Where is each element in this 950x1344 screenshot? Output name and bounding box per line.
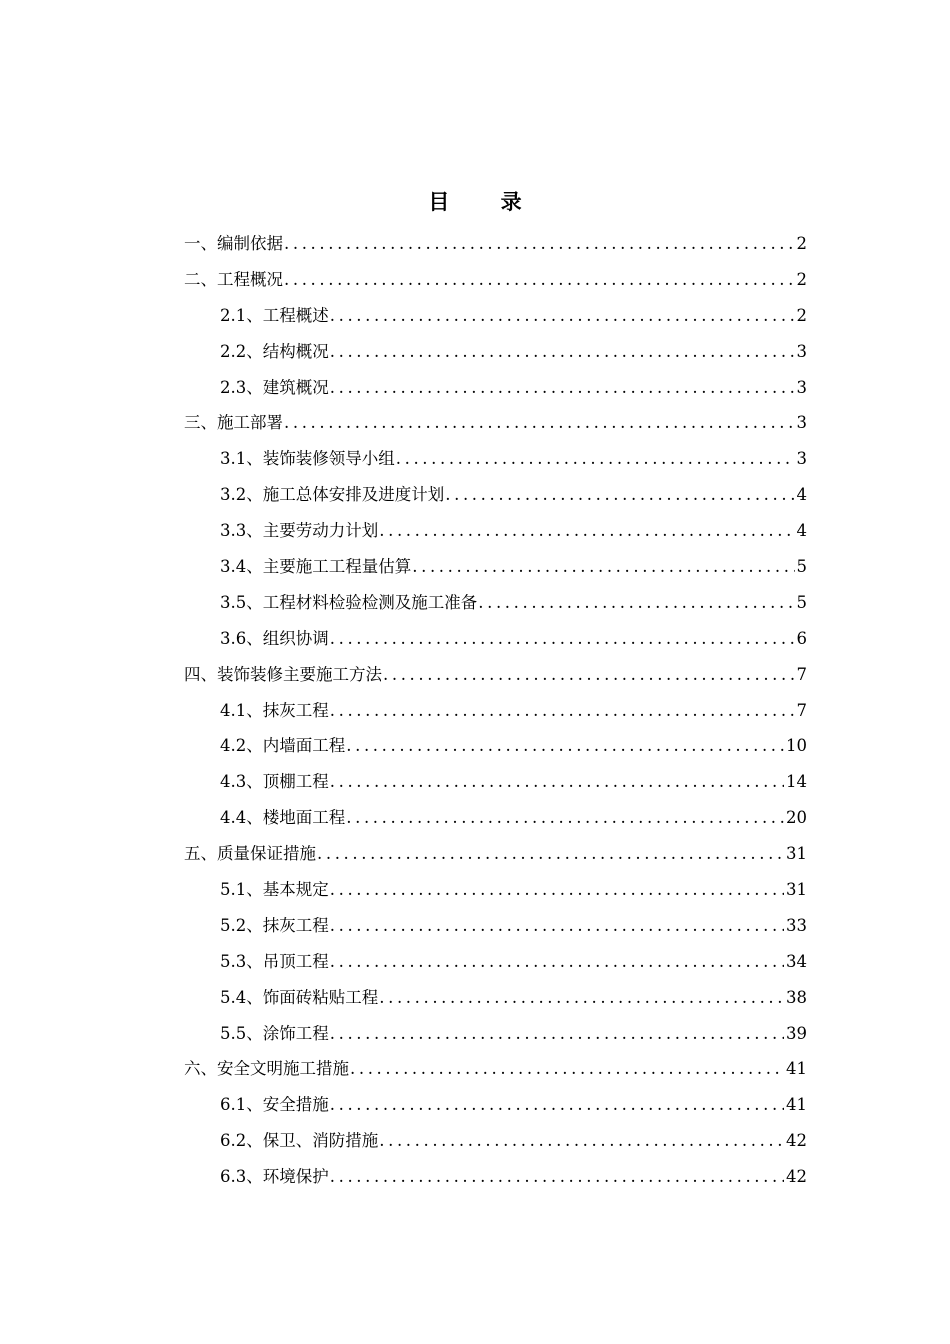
toc-entry-text: 6.3、环境保护 — [220, 1167, 329, 1187]
toc-entry-text: 6.1、安全措施 — [220, 1095, 329, 1115]
dot-leader — [411, 549, 794, 585]
toc-entry[interactable] — [184, 872, 807, 908]
toc-entry-text: 2.2、结构概况 — [220, 341, 329, 361]
toc-entry-text: 三、施工部署 — [184, 413, 283, 433]
toc-page-number: 31 — [786, 880, 807, 900]
toc-entry-text: 2.3、建筑概况 — [220, 377, 329, 397]
toc-entry-text: 3.5、工程材料检验检测及施工准备 — [220, 592, 478, 612]
toc-entry[interactable] — [184, 944, 807, 980]
toc-entry[interactable] — [184, 1051, 807, 1087]
toc-entry-text: 6.2、保卫、消防措施 — [220, 1131, 379, 1151]
dot-leader — [329, 693, 795, 729]
dot-leader — [382, 657, 795, 693]
dot-leader — [378, 1123, 784, 1159]
toc-entry[interactable] — [184, 1087, 807, 1123]
toc-entry-text: 3.1、装饰装修领导小组 — [220, 449, 395, 469]
toc-entry-text: 3.3、主要劳动力计划 — [220, 521, 379, 541]
toc-entry-text: 4.2、内墙面工程 — [220, 736, 346, 756]
toc-entry[interactable] — [184, 298, 807, 334]
toc-entry[interactable] — [184, 226, 807, 262]
dot-leader — [329, 908, 784, 944]
toc-entry[interactable] — [184, 1159, 807, 1195]
toc-entry-text: 3.4、主要施工工程量估算 — [220, 557, 412, 577]
toc-page-number: 31 — [786, 844, 807, 864]
toc-entry-text: 5.5、涂饰工程 — [220, 1023, 329, 1043]
toc-page-number: 20 — [786, 808, 807, 828]
toc-entry-text: 2.1、工程概述 — [220, 305, 329, 325]
toc-page-number: 2 — [796, 305, 807, 325]
toc-entry[interactable] — [184, 657, 807, 693]
toc-entry[interactable] — [184, 441, 807, 477]
toc-page-number: 3 — [796, 341, 807, 361]
toc-page-number: 10 — [786, 736, 807, 756]
dot-leader — [477, 585, 794, 621]
toc-page-number: 39 — [786, 1023, 807, 1043]
toc-entry[interactable] — [184, 334, 807, 370]
dot-leader — [345, 728, 784, 764]
toc-entry[interactable] — [184, 513, 807, 549]
toc-entry-text: 一、编制依据 — [184, 234, 283, 253]
toc-entry[interactable] — [184, 262, 807, 298]
dot-leader — [329, 1016, 784, 1052]
toc-entry[interactable] — [184, 980, 807, 1016]
toc-page-number: 34 — [786, 951, 807, 971]
toc-page-number: 5 — [796, 592, 807, 612]
toc-entry[interactable] — [184, 693, 807, 729]
toc-entry-text: 5.3、吊顶工程 — [220, 951, 329, 971]
toc-entry-text: 4.1、抹灰工程 — [220, 700, 329, 720]
toc-title: 目 录 — [428, 189, 544, 214]
dot-leader — [329, 298, 795, 334]
dot-leader — [283, 262, 795, 298]
toc-page-number: 4 — [796, 521, 807, 541]
toc-entry[interactable] — [184, 1016, 807, 1052]
toc-page-number: 3 — [796, 377, 807, 397]
toc-page-number: 41 — [786, 1059, 807, 1079]
toc-entry-text: 5.4、饰面砖粘贴工程 — [220, 987, 379, 1007]
toc-page-number: 2 — [796, 234, 807, 253]
toc-page-number: 3 — [796, 449, 807, 469]
dot-leader — [316, 836, 784, 872]
dot-leader — [345, 800, 784, 836]
toc-entry-text: 4.3、顶棚工程 — [220, 772, 329, 792]
dot-leader — [329, 1159, 784, 1195]
toc-entry-text: 3.2、施工总体安排及进度计划 — [220, 485, 445, 505]
toc-page-number: 38 — [786, 987, 807, 1007]
toc-entry[interactable] — [184, 549, 807, 585]
dot-leader — [395, 441, 795, 477]
toc-page-number: 42 — [786, 1131, 807, 1151]
toc-entry-text: 六、安全文明施工措施 — [184, 1059, 349, 1079]
toc-entry-text: 5.1、基本规定 — [220, 880, 329, 900]
toc-entry[interactable] — [184, 405, 807, 441]
toc-page-number: 7 — [796, 700, 807, 720]
dot-leader — [378, 513, 794, 549]
toc-entry[interactable] — [184, 908, 807, 944]
toc-page-number: 4 — [796, 485, 807, 505]
dot-leader — [444, 477, 794, 513]
toc-entry[interactable] — [184, 1123, 807, 1159]
toc-entry-text: 3.6、组织协调 — [220, 628, 329, 648]
toc-entry-text: 二、工程概况 — [184, 269, 283, 289]
toc-entry-text: 5.2、抹灰工程 — [220, 915, 329, 935]
toc-page-number: 2 — [796, 269, 807, 289]
toc-page-number: 42 — [786, 1167, 807, 1187]
toc-entry[interactable] — [184, 800, 807, 836]
toc-entry[interactable] — [184, 836, 807, 872]
toc-entry[interactable] — [184, 477, 807, 513]
toc-entry-text: 4.4、楼地面工程 — [220, 808, 346, 828]
toc-entry-text: 五、质量保证措施 — [184, 844, 316, 864]
toc-page-number: 6 — [796, 628, 807, 648]
toc-page-number: 41 — [786, 1095, 807, 1115]
toc-entry-text: 四、装饰装修主要施工方法 — [184, 664, 382, 684]
toc-list — [184, 226, 807, 1195]
dot-leader — [283, 226, 795, 262]
toc-entry[interactable] — [184, 764, 807, 800]
dot-leader — [329, 944, 784, 980]
toc-page-number: 7 — [796, 664, 807, 684]
dot-leader — [378, 980, 784, 1016]
dot-leader — [329, 1087, 784, 1123]
dot-leader — [349, 1051, 784, 1087]
toc-entry[interactable] — [184, 728, 807, 764]
dot-leader — [329, 872, 784, 908]
toc-page-number: 33 — [786, 915, 807, 935]
toc-entry[interactable] — [184, 621, 807, 657]
dot-leader — [329, 334, 795, 370]
toc-page-number: 5 — [796, 557, 807, 577]
toc-page-number: 14 — [786, 772, 807, 792]
toc-entry[interactable] — [184, 585, 807, 621]
toc-page-number: 3 — [796, 413, 807, 433]
toc-entry[interactable] — [184, 370, 807, 406]
dot-leader — [329, 370, 795, 406]
dot-leader — [283, 405, 795, 441]
dot-leader — [329, 764, 784, 800]
dot-leader — [329, 621, 795, 657]
